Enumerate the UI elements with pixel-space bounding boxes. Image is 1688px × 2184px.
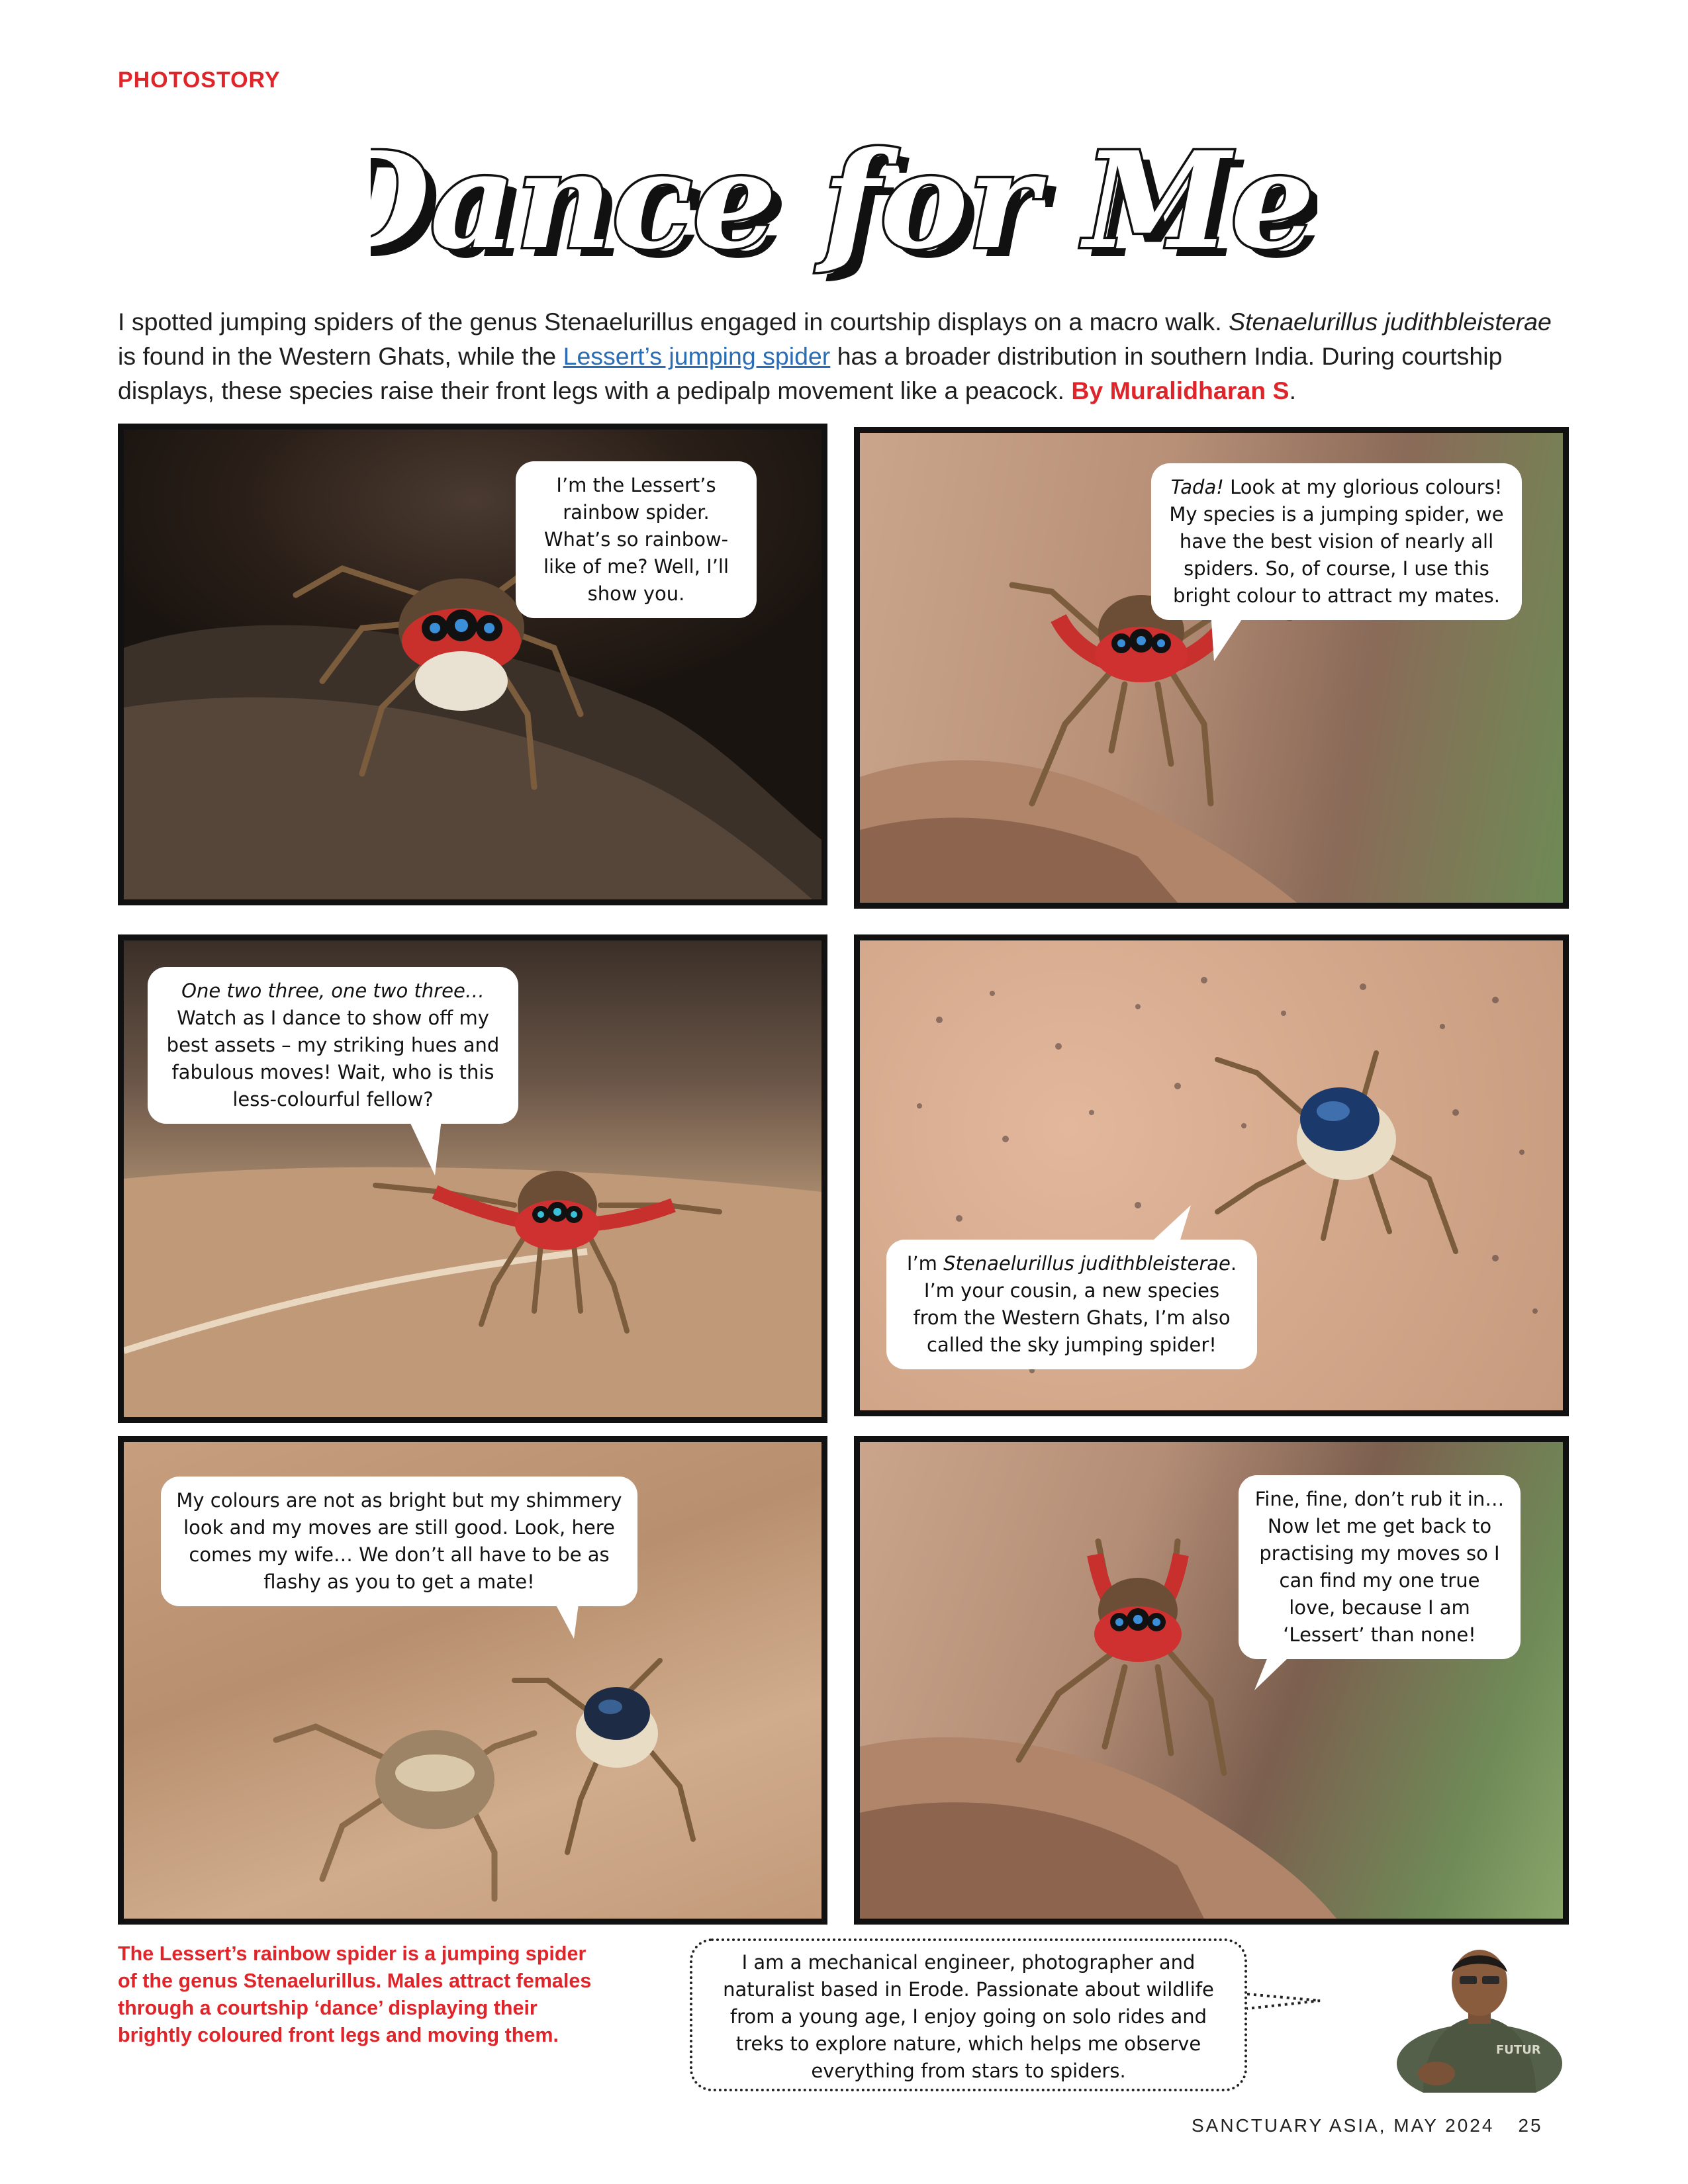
speech-bubble-2 (1151, 463, 1522, 620)
bubble-2-lead: Tada! (1170, 476, 1224, 498)
comic-panel-5 (118, 1436, 827, 1925)
intro-end: . (1289, 377, 1296, 404)
comic-panel-6 (854, 1436, 1569, 1925)
author-bio-bubble: I am a mechanical engineer, photographer and naturalist based in Erode. Passionate about wildlife from a young age, I enjoy going on solo rides and treks to explore nature, which helps me observe everything from stars to spiders. (690, 1938, 1247, 2091)
comic-panel-4 (854, 934, 1569, 1416)
bubble-2-text: Look at my glorious colours! My species is a jumping spider, we have the best vision of nearly all spiders. So, of course, I use this bright colour to attract my mates. (1169, 476, 1504, 607)
page-footer (1192, 2115, 1543, 2136)
author-byline: By Muralidharan S (1071, 377, 1289, 404)
speech-bubble-1: I’m the Lessert’s rainbow spider. What’s so rainbow-like of me? Well, I’ll show you. (516, 461, 757, 618)
page-number: 25 (1518, 2115, 1543, 2136)
comic-panel-1 (118, 424, 827, 905)
page-title (371, 103, 1317, 291)
svg-text:FUTUR: FUTUR (1496, 2043, 1541, 2057)
intro-text-2: is found in the Western Ghats, while the (118, 342, 563, 370)
speech-bubble-4 (886, 1240, 1257, 1369)
intro-text-3: has a broader distribution in southern India. During courtship displays, these species raise their front legs with a pedipalp movement like a peacock. (118, 342, 1503, 404)
speech-bubble-3 (148, 967, 518, 1124)
section-label: PHOTOSTORY (118, 68, 281, 93)
intro-paragraph (118, 304, 1568, 408)
photo-caption: The Lessert’s rainbow spider is a jumping spider of the genus Stenaelurillus. Males attract females through a courtship ‘dance’ displaying their brightly coloured front legs and moving them. (118, 1942, 592, 2046)
bubble-4-pre: I’m (906, 1252, 944, 1275)
bubble-3-lead: One two three, one two three… (181, 979, 485, 1002)
bubble-3-text: Watch as I dance to show off my best assets – my striking hues and fabulous moves! Wait, who is this less-colourful fellow? (166, 1007, 500, 1111)
title-shadow: Dance for Me (371, 132, 1317, 288)
bio-bubble-tail (1247, 1989, 1327, 2015)
speech-bubble-6: Fine, fine, don’t rub it in… Now let me get back to practising my moves so I can find my one true love, because I am ‘Lessert’ than none! (1239, 1475, 1521, 1659)
comic-panel-2 (854, 427, 1569, 909)
intro-species-name: Stenaelurillus judithbleisterae (1229, 308, 1552, 336)
bubble-4-text: . I’m your cousin, a new species from the Western Ghats, I’m also called the sky jumping spider! (913, 1252, 1237, 1356)
footer-publication: SANCTUARY ASIA, MAY 2024 (1192, 2115, 1495, 2136)
speech-bubble-5: My colours are not as bright but my shimmery look and my moves are still good. Look, here comes my wife… We don’t all have to be as flashy as you to get a mate! (161, 1477, 637, 1606)
bubble-4-species: Stenaelurillus judithbleisterae (943, 1252, 1231, 1275)
comic-panel-3 (118, 934, 827, 1423)
bubble-3-tail (408, 1119, 448, 1179)
author-photo (1397, 1931, 1562, 2093)
title-text: ance for Me (430, 123, 1315, 279)
intro-text-1: I spotted jumping spiders of the genus Stenaelurillus engaged in courtship displays on a macro walk. (118, 308, 1229, 336)
lesserts-spider-link[interactable]: Lessert’s jumping spider (563, 342, 831, 370)
